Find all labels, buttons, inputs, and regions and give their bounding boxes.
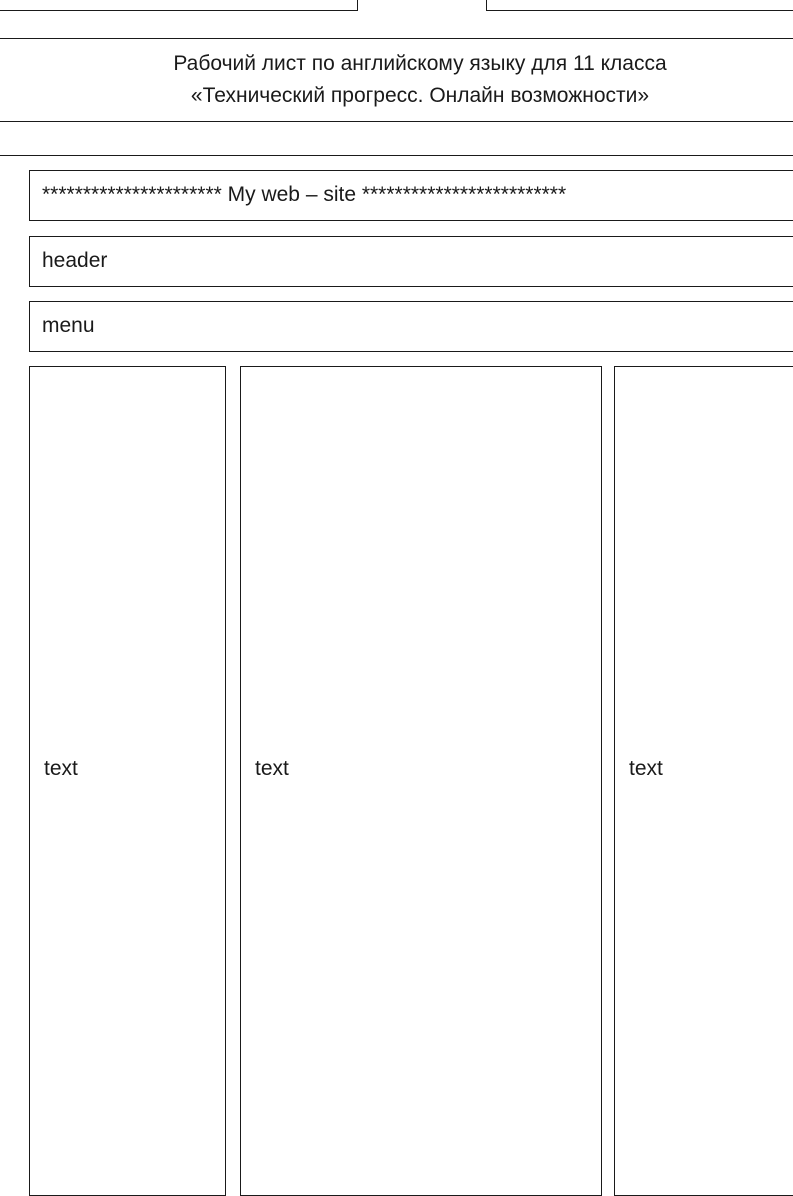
header-label: header: [42, 249, 108, 272]
divider-line: [0, 38, 793, 39]
middle-column-block: [240, 366, 602, 1196]
menu-block: [29, 301, 793, 352]
top-left-box: [0, 0, 358, 11]
header-block: [29, 236, 793, 287]
worksheet-title-line-1: Рабочий лист по английскому языку для 11 класса: [173, 52, 667, 75]
divider-line: [0, 155, 793, 156]
top-right-box: [486, 0, 793, 11]
right-column-block: [614, 366, 793, 1196]
divider-line: [0, 121, 793, 122]
site-title-block: [29, 170, 793, 221]
worksheet-title-line-2: «Технический прогресс. Онлайн возможности»: [190, 84, 650, 107]
menu-label: menu: [42, 314, 95, 337]
right-column-label: text: [629, 757, 663, 780]
middle-column-label: text: [255, 757, 289, 780]
left-column-block: [29, 366, 226, 1196]
worksheet-title: [0, 48, 793, 112]
site-title-label: ********************** My web – site *************************: [42, 183, 567, 206]
left-column-label: text: [44, 757, 78, 780]
